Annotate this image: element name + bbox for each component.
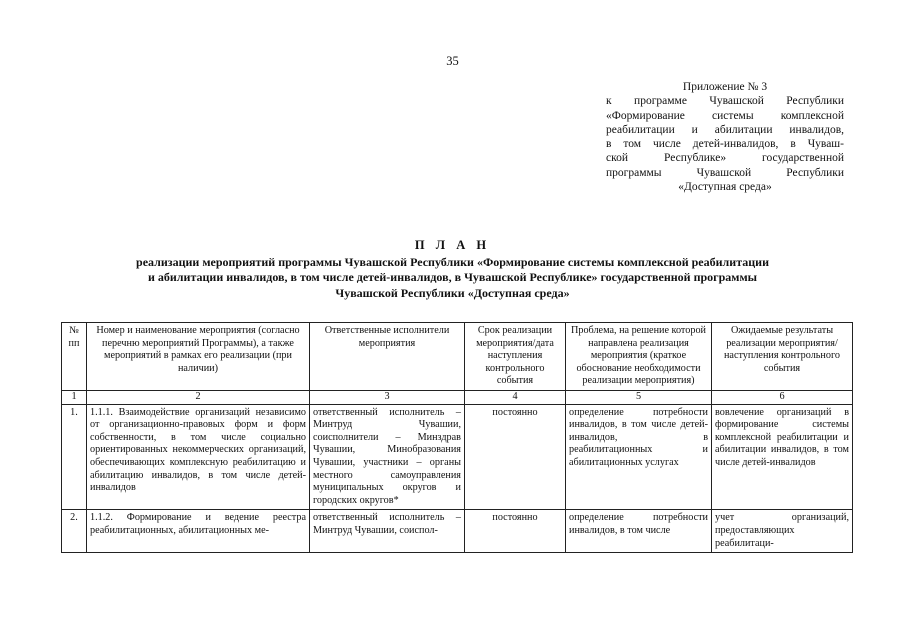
- column-number: 3: [310, 390, 465, 404]
- header-cell: Ожидаемые результаты реализации мероприятия/наступления контрольного события: [712, 323, 853, 391]
- expected-result: учет организаций, предоставляющих реабилитаци-: [712, 510, 853, 553]
- title-line: Чувашской Республики «Доступная среда»: [335, 285, 570, 300]
- page-number: 35: [446, 54, 459, 68]
- appendix-title: Приложение № 3: [682, 81, 768, 93]
- term: постоянно: [465, 404, 566, 510]
- appendix-line: «Формирование системы комплексной: [606, 109, 844, 122]
- header-cell: № пп: [62, 323, 87, 391]
- executors: ответственный исполнитель – Минтруд Чувашии, соисполнители – Минздрав Чувашии, Минобразования Чувашии, участники – органы местного самоуправления муниципальных округов и городских округов*: [310, 404, 465, 510]
- appendix-block: [606, 80, 844, 194]
- header-cell: Срок реализации мероприятия/дата наступления контрольного события: [465, 323, 566, 391]
- appendix-line: программы Чувашской Республики: [606, 166, 844, 179]
- column-number: 4: [465, 390, 566, 404]
- activity-name: 1.1.1. Взаимодействие организаций независимо от организационно-правовых форм и форм собственности, в том числе социально ориентированных некоммерческих организаций, обеспечивающих комплексную реабилитацию и абилитацию инвалидов, в том числе детей-инвалидов: [87, 404, 310, 510]
- appendix-line: к программе Чувашской Республики: [606, 95, 844, 108]
- appendix-line: в том числе детей-инвалидов, в Чуваш-: [606, 138, 844, 151]
- expected-result: вовлечение организаций в формирование системы комплексной реабилитации и абилитации инвалидов, в том числе детей-инвалидов: [712, 404, 853, 510]
- row-number: 2.: [62, 510, 87, 553]
- column-number: 6: [712, 390, 853, 404]
- header-cell: Проблема, на решение которой направлена реализация мероприятия (краткое обоснование необходимости реализации мероприятия): [566, 323, 712, 391]
- title-line: реализации мероприятий программы Чувашской Республики «Формирование системы комплексной реабилитации: [136, 255, 769, 270]
- column-number: 5: [566, 390, 712, 404]
- problem: определение потребности инвалидов, в том числе: [566, 510, 712, 553]
- table-row: [62, 404, 853, 510]
- term: постоянно: [465, 510, 566, 553]
- column-number: 1: [62, 390, 87, 404]
- plan-heading: П Л А Н: [414, 238, 491, 252]
- appendix-line: реабилитации и абилитации инвалидов,: [606, 123, 844, 136]
- title-line: и абилитации инвалидов, в том числе детей-инвалидов, в Чувашской Республике» государственной программы: [147, 270, 758, 285]
- problem: определение потребности инвалидов, в том числе детей-инвалидов, в реабилитационных и абилитационных услугах: [566, 404, 712, 510]
- table-header-row: [62, 323, 853, 391]
- executors: ответственный исполнитель – Минтруд Чувашии, соиспол-: [310, 510, 465, 553]
- document-title: [60, 238, 845, 301]
- column-number: 2: [87, 390, 310, 404]
- row-number: 1.: [62, 404, 87, 510]
- activity-name: 1.1.2. Формирование и ведение реестра реабилитационных, абилитационных ме-: [87, 510, 310, 553]
- appendix-line: «Доступная среда»: [678, 181, 772, 194]
- appendix-line: ской Республике» государственной: [606, 152, 844, 165]
- plan-table: [61, 322, 853, 553]
- column-number-row: [62, 390, 853, 404]
- header-cell: Ответственные исполнители мероприятия: [310, 323, 465, 391]
- table-row: [62, 510, 853, 553]
- header-cell: Номер и наименование мероприятия (согласно перечню мероприятий Программы), а также мероприятий в рамках его реализации (при наличии): [87, 323, 310, 391]
